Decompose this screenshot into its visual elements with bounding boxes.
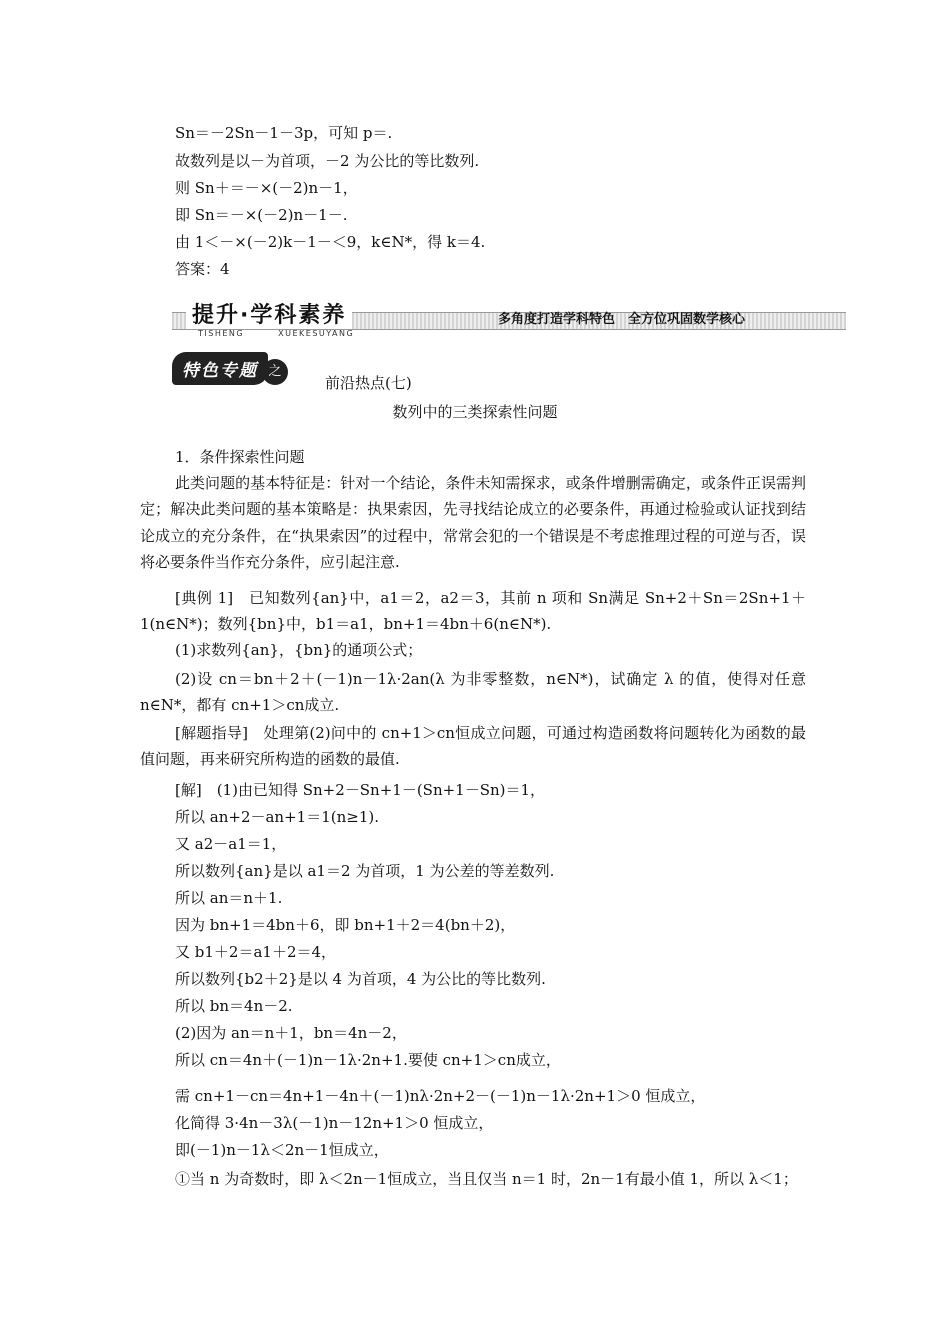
- question-2-paragraph: [140, 666, 806, 719]
- last-paragraph-text: ①当 n 为奇数时，即 λ＜2n－1恒成立，当且仅当 n＝1 时，2n－1有最小值 1，所以 λ＜1；: [175, 1170, 798, 1188]
- banner-pinyin-1: TISHENG: [198, 329, 245, 338]
- page-heading: 数列中的三类探索性问题: [392, 403, 558, 421]
- banner-title: 提升·学科素养: [186, 298, 352, 329]
- banner-slogan: 多角度打造学科特色 全方位巩固数学核心: [498, 312, 746, 327]
- feature-badge-suffix: 之: [262, 359, 288, 385]
- banner-pinyin: [198, 329, 384, 338]
- feature-badge-group: [172, 352, 288, 386]
- solution-line: 即(－1)n－1λ＜2n－1恒成立，: [175, 1141, 389, 1159]
- solution-line: 所以数列{an}是以 a1＝2 为首项，1 为公差的等差数列.: [175, 862, 555, 880]
- solution-line: [解] (1)由已知得 Sn+2－Sn+1－(Sn+1－Sn)＝1，: [175, 781, 546, 799]
- solution-line: 需 cn+1－cn＝4n+1－4n＋(－1)nλ·2n+2－(－1)n－1λ·2n+1＞0 恒成立，: [175, 1087, 706, 1105]
- solution-line: 所以 an＝n＋1.: [175, 889, 283, 907]
- example-text: [典例 1] 已知数列{an}中，a1＝2，a2＝3，其前 n 项和 Sn满足 Sn+2＋Sn＝2Sn+1＋1(n∈N*)；数列{bn}中，b1＝a1，bn+1＝4bn＋6(n∈N*).: [140, 589, 806, 634]
- hint-text: [解题指导] 处理第(2)问中的 cn+1＞cn恒成立问题，可通过构造函数将问题转化为函数的最值问题，再来研究所构造的函数的最值.: [140, 724, 806, 769]
- solution-line: 因为 bn+1＝4bn＋6，即 bn+1＋2＝4(bn＋2)，: [175, 916, 516, 934]
- feature-label: 前沿热点(七): [325, 374, 412, 392]
- section-title: 1．条件探索性问题: [175, 448, 305, 466]
- hint-paragraph: [140, 720, 806, 773]
- intro-text: 此类问题的基本特征是：针对一个结论，条件未知需探求，或条件增删需确定，或条件正误需判定；解决此类问题的基本策略是：执果索因，先寻找结论成立的必要条件，再通过检验或认证找到结论成立的充分条件，在“执果索因”的过程中，常常会犯的一个错误是不考虑推理过程的可逆与否，误将必要条件当作充分条件，应引起注意.: [140, 474, 806, 572]
- solution-line: 化简得 3·4n－3λ(－1)n－12n+1＞0 恒成立，: [175, 1114, 494, 1132]
- text-line: 则 Sn＋＝－×(－2)n－1，: [175, 179, 358, 197]
- banner-pinyin-2: XUEKESUYANG: [278, 329, 355, 338]
- intro-paragraph: [140, 470, 806, 576]
- solution-line: 又 a2－a1＝1，: [175, 835, 287, 853]
- text-line: Sn＝－2Sn－1－3p，可知 p＝.: [175, 124, 393, 142]
- section-banner: [172, 298, 850, 340]
- solution-line: 所以数列{b2＋2}是以 4 为首项，4 为公比的等比数列.: [175, 970, 546, 988]
- last-paragraph: [140, 1166, 806, 1192]
- question-1: (1)求数列{an}，{bn}的通项公式；: [175, 641, 423, 659]
- solution-line: 所以 bn＝4n－2.: [175, 997, 293, 1015]
- text-line: 答案：4: [175, 260, 230, 278]
- solution-line: 所以 cn＝4n＋(－1)n－1λ·2n+1.要使 cn+1＞cn成立，: [175, 1051, 561, 1069]
- text-line: 即 Sn＝－×(－2)n－1－.: [175, 206, 348, 224]
- text-line: 故数列是以－为首项，－2 为公比的等比数列.: [175, 152, 480, 170]
- solution-line: 所以 an+2－an+1＝1(n≥1).: [175, 808, 379, 826]
- solution-line: 又 b1＋2＝a1＋2＝4，: [175, 943, 337, 961]
- text-line: 由 1＜－×(－2)k－1－＜9，k∈N*，得 k＝4.: [175, 233, 486, 251]
- feature-badge: 特色专题: [172, 352, 268, 385]
- example-paragraph: [140, 585, 806, 638]
- question-2-text: (2)设 cn＝bn＋2＋(－1)n－1λ·2an(λ 为非零整数，n∈N*)，试确定 λ 的值，使得对任意 n∈N*，都有 cn+1＞cn成立.: [140, 670, 806, 715]
- solution-line: (2)因为 an＝n＋1，bn＝4n－2，: [175, 1024, 407, 1042]
